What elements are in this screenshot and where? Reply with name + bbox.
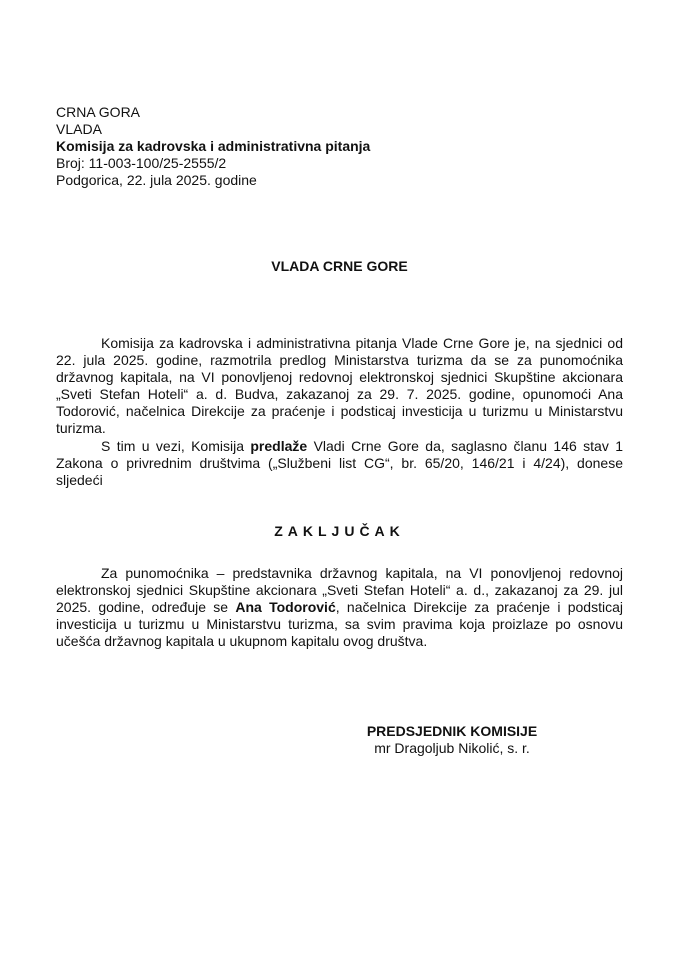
text-line: Komisija za kadrovska i administrativna pitanja Vlade Crne Gore je, na sjednici od — [101, 335, 623, 351]
text-line: turizma. — [56, 420, 106, 437]
conclusion-title: ZAKLJUČAK — [274, 523, 405, 539]
text-line: investicija u turizmu u Ministarstvu turizma, sa svim pravima koja proizlaze po osnovu — [56, 616, 623, 633]
header-commission: Komisija za kadrovska i administrativna pitanja — [56, 138, 371, 154]
paragraph-intro — [56, 335, 623, 489]
text-segment: 2025. godine, određuje se — [56, 599, 236, 616]
bold-segment: predlaže — [250, 437, 308, 454]
text-line: „Sveti Stefan Hoteli“ a. d. Budva, zakazanoj za 29. 7. 2025. godine, opunomoći Ana — [56, 386, 623, 403]
text-line: Todorović, načelnica Direkcije za praćenje i podsticaj investicija u turizmu u Ministarstvu — [56, 403, 623, 420]
text-segment: S tim u vezi, Komisija — [101, 437, 251, 454]
header-number: Broj: 11-003-100/25-2555/2 — [56, 155, 227, 171]
signature-name: mr Dragoljub Nikolić, s. r. — [374, 740, 530, 756]
header-government: VLADA — [56, 121, 102, 137]
text-line: 22. jula 2025. godine, razmotrila predlog Ministarstva turizma da se za punomoćnika — [56, 352, 623, 369]
text-line — [56, 599, 623, 616]
text-line — [56, 438, 623, 455]
paragraph-conclusion — [56, 565, 623, 650]
header-date: Podgorica, 22. jula 2025. godine — [56, 172, 257, 188]
signature-role: PREDSJEDNIK KOMISIJE — [366, 723, 538, 739]
text-segment: Vladi Crne Gore da, saglasno članu 146 stav 1 — [307, 437, 623, 454]
text-line: Zakona o privrednim društvima („Službeni list CG“, br. 65/20, 146/21 i 4/24), donese — [56, 454, 623, 471]
text-line: elektronskoj sjednici Skupštine akcionara „Sveti Stefan Hoteli“ a. d., zakazanoj za 29. jul — [56, 582, 623, 599]
bold-segment: Ana Todorović — [235, 599, 336, 616]
text-line: sljedeći — [56, 471, 103, 488]
document-title: VLADA CRNE GORE — [271, 258, 408, 274]
text-line: državnog kapitala, na VI ponovljenoj redovnoj elektronskoj sjednici Skupštine akcionara — [56, 369, 623, 386]
text-line: Za punomoćnika – predstavnika državnog kapitala, na VI ponovljenoj redovnoj — [101, 565, 623, 581]
text-line: učešća državnog kapitala u ukupnom kapitalu ovog društva. — [56, 633, 428, 650]
signature-block — [352, 723, 552, 757]
header-country: CRNA GORA — [56, 104, 141, 120]
text-segment: , načelnica Direkcije za praćenje i podsticaj — [335, 599, 623, 616]
document-header — [56, 104, 370, 189]
